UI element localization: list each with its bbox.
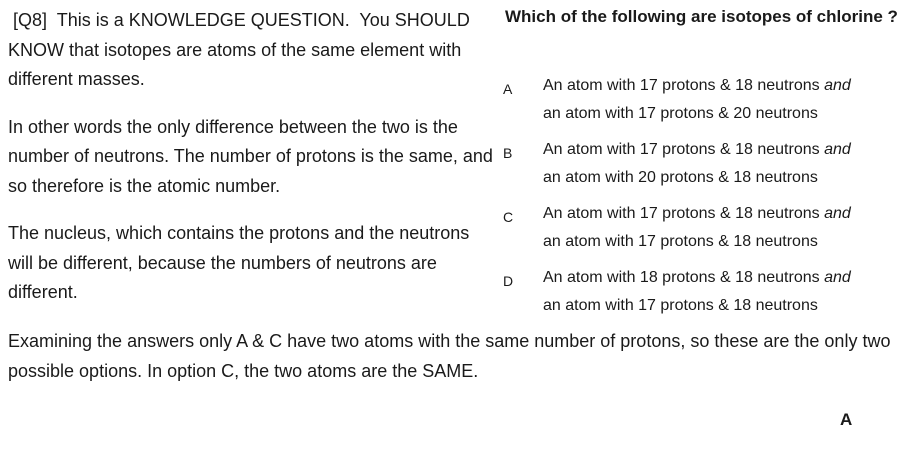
option-line-1-text: An atom with 17 protons & 18 neutrons <box>543 77 825 94</box>
answer-letter: A <box>840 410 853 429</box>
option-text <box>543 200 851 256</box>
option-and: and <box>824 141 851 158</box>
option-line-1-text: An atom with 17 protons & 18 neutrons <box>543 141 825 158</box>
option-text <box>543 264 851 320</box>
explanation-column <box>8 6 493 308</box>
option-line-1 <box>543 264 851 292</box>
option-letter: A <box>503 81 513 97</box>
option-d <box>503 264 903 328</box>
option-and: and <box>824 77 851 94</box>
explanation-paragraph-3: The nucleus, which contains the protons and the neutrons will be different, because the numbers of neutrons are different. <box>8 223 470 302</box>
option-line-1 <box>543 200 851 228</box>
option-a <box>503 72 903 136</box>
option-and: and <box>824 205 851 222</box>
option-line-1-text: An atom with 18 protons & 18 neutrons <box>543 269 825 286</box>
option-line-2: an atom with 17 protons & 20 neutrons <box>543 105 818 122</box>
option-and: and <box>824 269 851 286</box>
option-letter: D <box>503 273 514 289</box>
option-letter: C <box>503 209 514 225</box>
option-text <box>543 136 851 192</box>
option-c <box>503 200 903 264</box>
answer-options <box>503 72 903 328</box>
option-text <box>543 72 851 128</box>
option-line-2: an atom with 17 protons & 18 neutrons <box>543 233 818 250</box>
option-line-2: an atom with 17 protons & 18 neutrons <box>543 297 818 314</box>
option-line-1 <box>543 72 851 100</box>
option-line-1-text: An atom with 17 protons & 18 neutrons <box>543 205 825 222</box>
explanation-paragraph-1: [Q8] This is a KNOWLEDGE QUESTION. You SHOULD KNOW that isotopes are atoms of the same element with different masses. <box>8 10 475 89</box>
conclusion-text: Examining the answers only A & C have two atoms with the same number of protons, so these are the only two possible options. In option C, the two atoms are the SAME. <box>8 331 891 381</box>
option-letter: B <box>503 145 513 161</box>
option-line-1 <box>543 136 851 164</box>
option-b <box>503 136 903 200</box>
explanation-paragraph-2: In other words the only difference between the two is the number of neutrons. The number of protons is the same, and so therefore is the atomic number. <box>8 116 493 196</box>
option-line-2: an atom with 20 protons & 18 neutrons <box>543 169 818 186</box>
question-text: Which of the following are isotopes of chlorine ? <box>505 7 898 26</box>
